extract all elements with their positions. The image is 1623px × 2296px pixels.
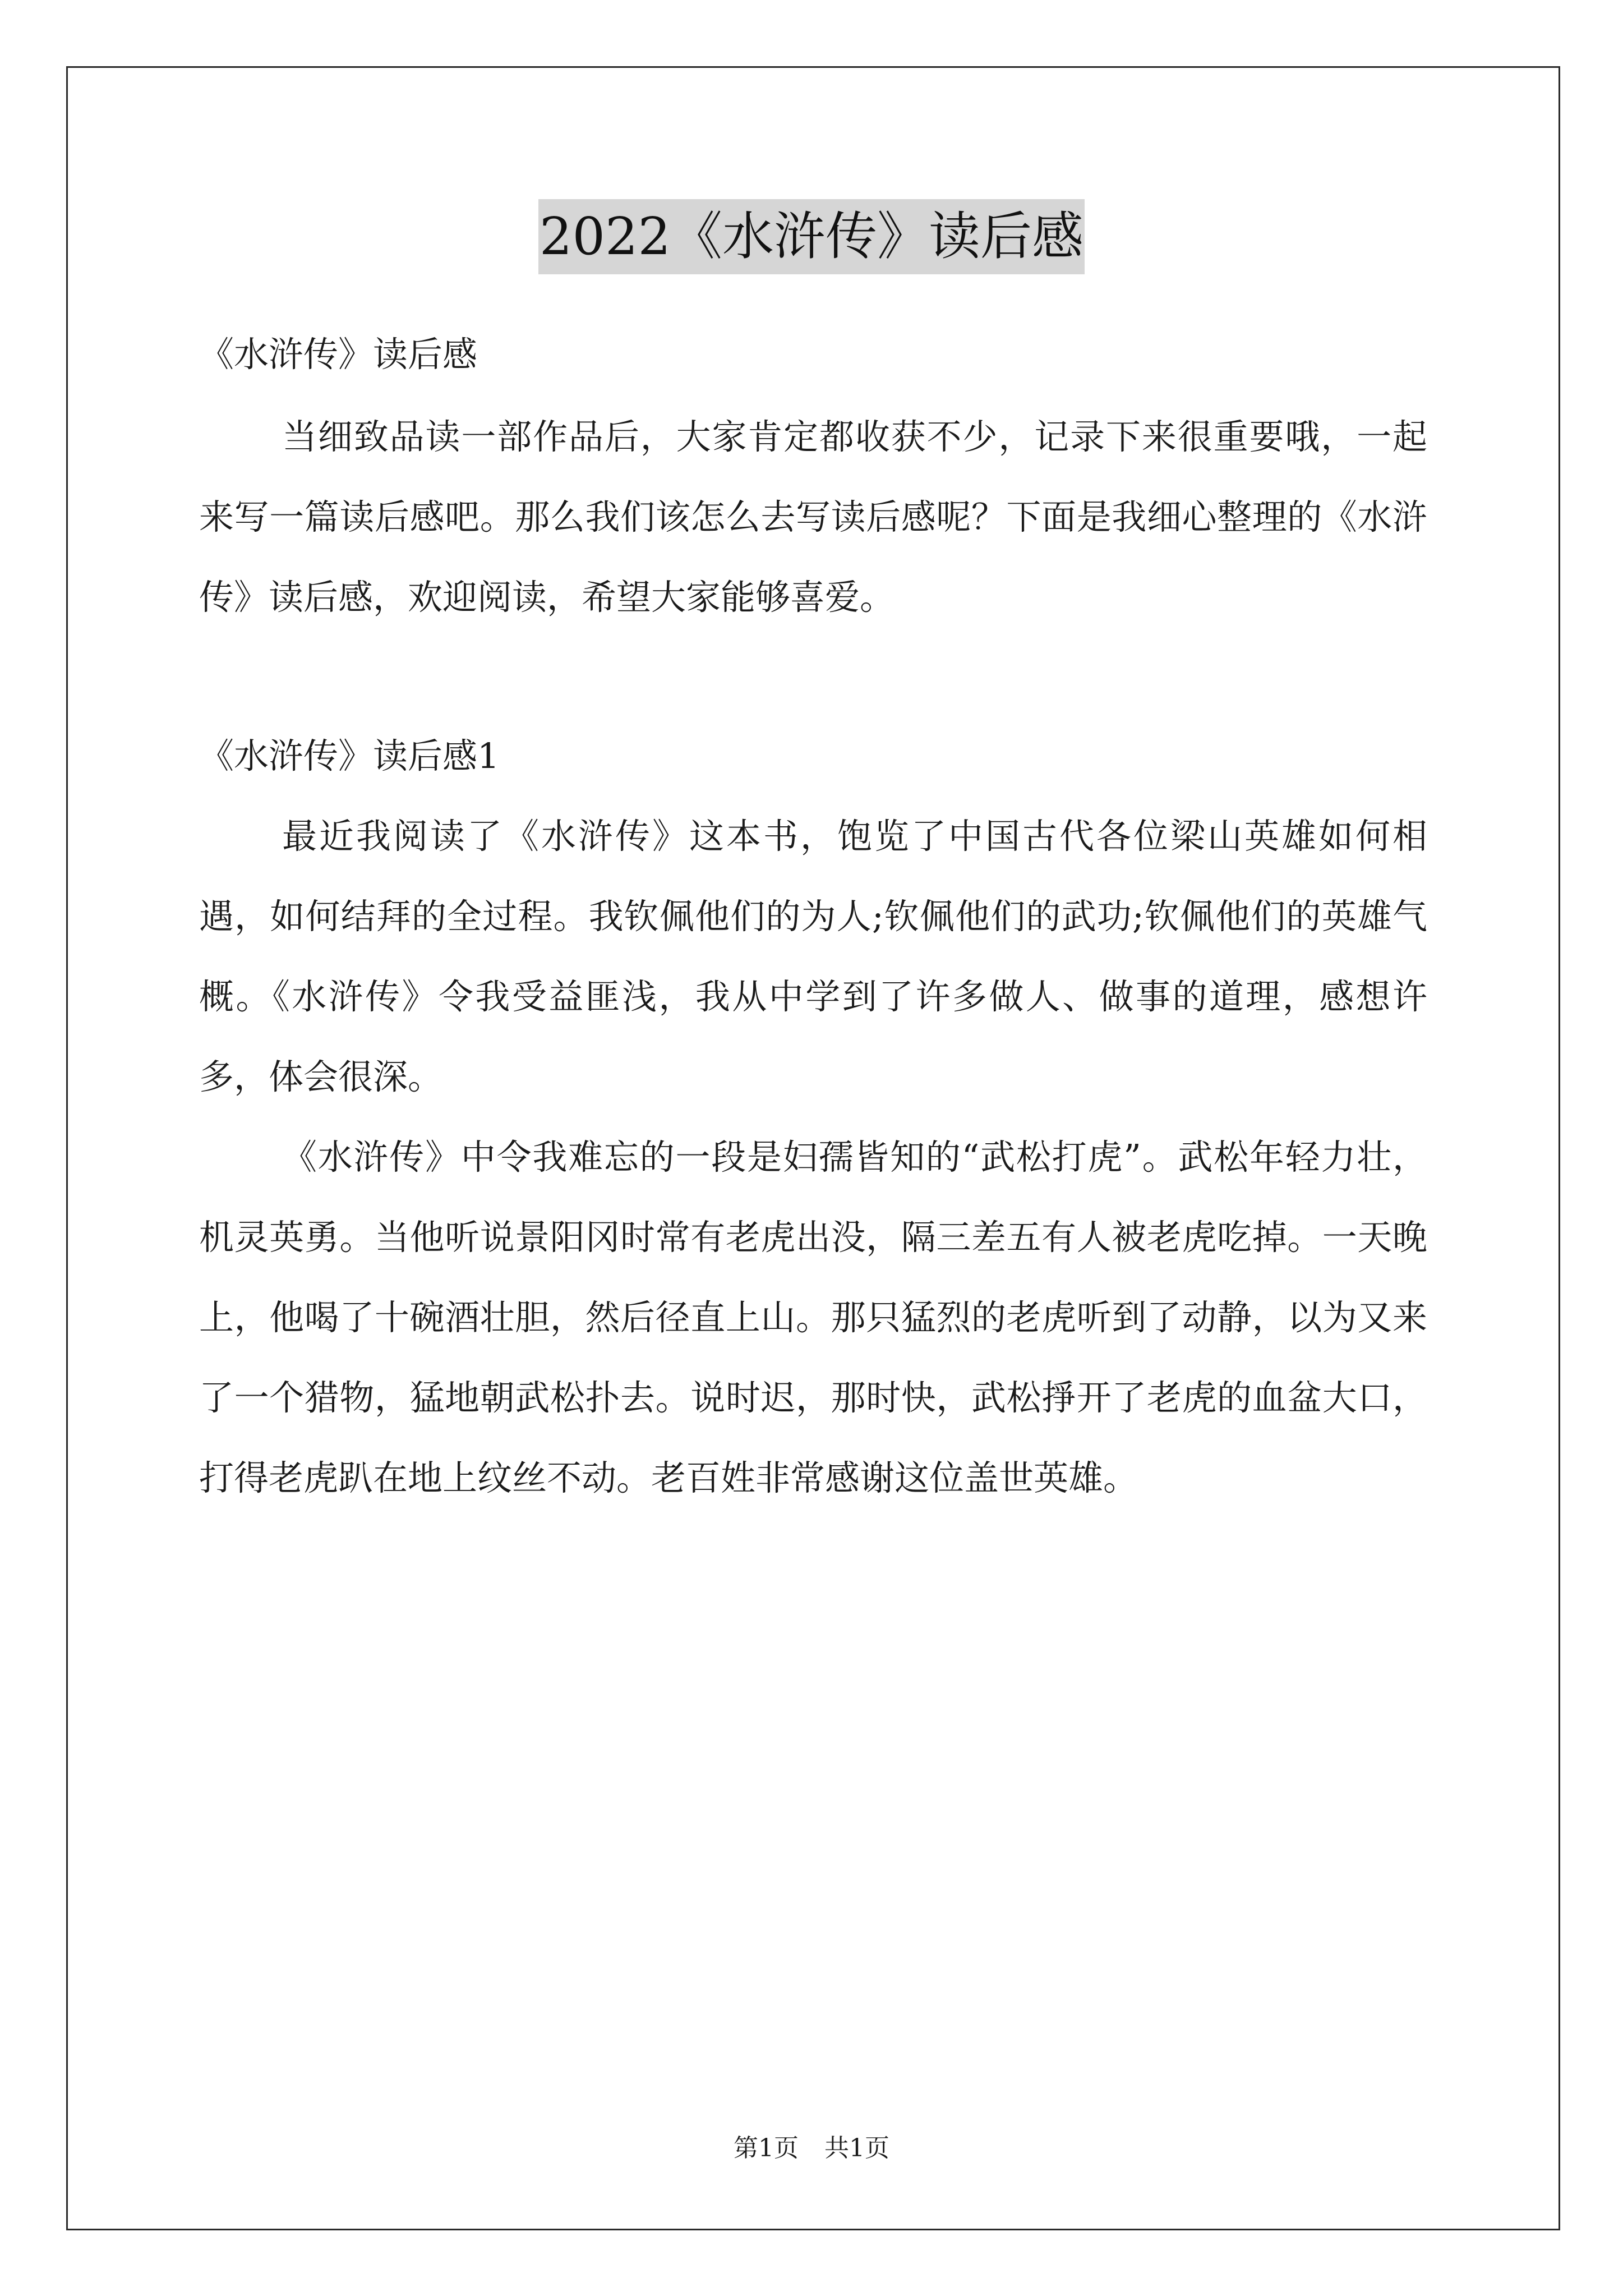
document-body [199, 314, 1427, 1518]
intro-paragraph: 当细致品读一部作品后，大家肯定都收获不少，记录下来很重要哦，一起来写一篇读后感吧。那么我们该怎么去写读后感呢？下面是我细心整理的《水浒传》读后感，欢迎阅读，希望大家能够喜爱。 [199, 416, 1427, 618]
body-paragraph: 《水浒传》中令我难忘的一段是妇孺皆知的“武松打虎”。武松年轻力壮，机灵英勇。当他听说景阳冈时常有老虎出没，隔三差五有人被老虎吃掉。一天晚上，他喝了十碗酒壮胆，然后径直上山。那只猛烈的老虎听到了动静，以为又来了一个猎物，猛地朝武松扑去。说时迟，那时快，武松掙开了老虎的血盆大口，打得老虎趴在地上纹丝不动。老百姓非常感谢这位盖世英雄。 [199, 1137, 1427, 1498]
page-footer [0, 2132, 1623, 2165]
page-number: 第1页 [734, 2134, 799, 2162]
intro-heading: 《水浒传》读后感 [199, 334, 478, 375]
title-container [0, 199, 1623, 274]
page-total: 共1页 [824, 2134, 889, 2162]
section-heading: 《水浒传》读后感1 [199, 735, 500, 776]
body-paragraph: 最近我阅读了《水浒传》这本书，饱览了中国古代各位梁山英雄如何相遇，如何结拜的全过程。我钦佩他们的为人;钦佩他们的武功;钦佩他们的英雄气概。《水浒传》令我受益匪浅，我从中学到了许多做人、做事的道理，感想许多，体会很深。 [199, 816, 1427, 1097]
document-title: 2022《水浒传》读后感 [538, 199, 1085, 274]
